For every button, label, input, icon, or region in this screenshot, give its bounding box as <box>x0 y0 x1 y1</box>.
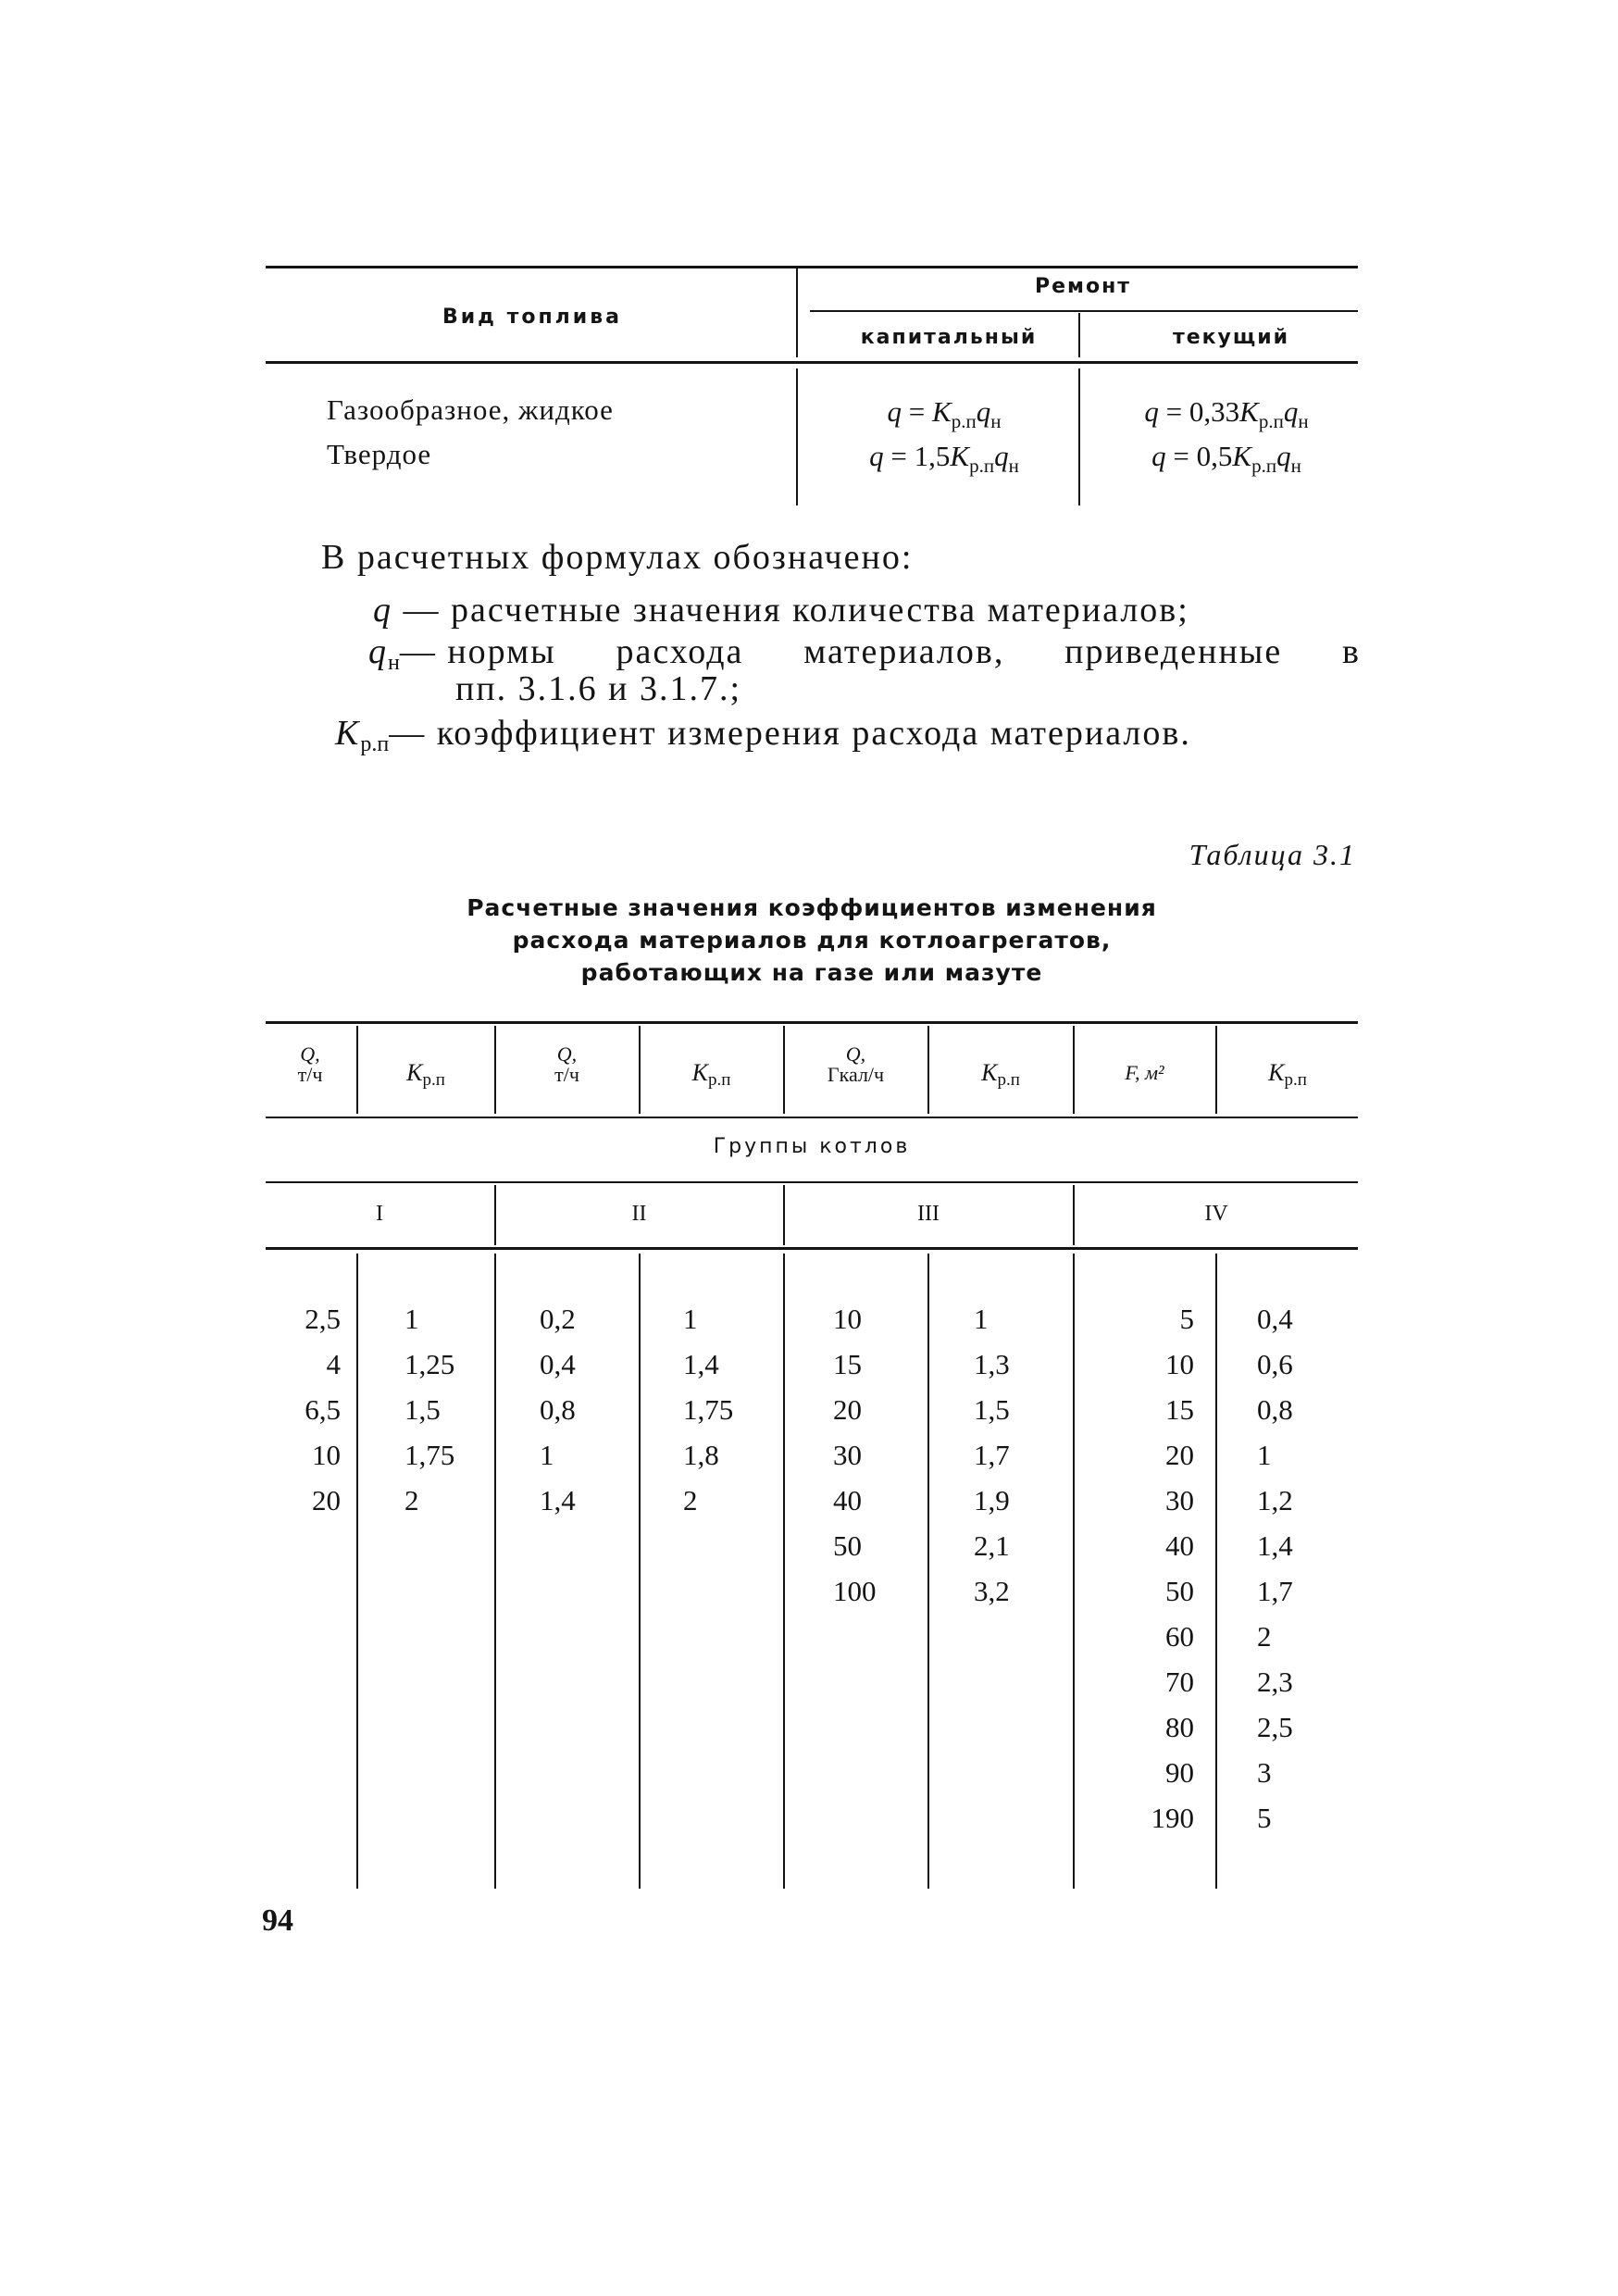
formula-current-liquid: $q = 0,33K_{р.п}q_н$ <box>1144 395 1309 432</box>
table-cell: 2 <box>683 1484 698 1516</box>
table-cell: 10 <box>833 1303 862 1335</box>
definition-q: q — расчетные значения количества материалов; <box>373 591 1189 630</box>
repair-header: Ремонт <box>1034 275 1132 298</box>
table-cell: 80 <box>1165 1711 1194 1743</box>
fuel-row-liquid: Газообразное, жидкое <box>327 393 614 426</box>
table-cell: 5 <box>1179 1303 1194 1335</box>
table1-divider <box>1078 313 1080 357</box>
table-cell: 1 <box>540 1439 554 1471</box>
header-k: $K_{р.п}$ <box>981 1059 1020 1090</box>
table1-header-rule <box>266 361 1358 364</box>
table-cell: 1,75 <box>683 1393 734 1426</box>
header-q-symbol: Q, <box>300 1042 320 1066</box>
table-cell: 2 <box>404 1484 419 1516</box>
table-cell: 1,5 <box>974 1393 1010 1426</box>
table-cell: 40 <box>1165 1529 1194 1562</box>
definition-qn: $q_н—$ нормы расхода материалов, приведенные в <box>368 632 1361 675</box>
table-cell: 190 <box>1151 1802 1194 1834</box>
table-cell: 20 <box>1165 1439 1194 1471</box>
header-k: $K_{р.п}$ <box>1268 1059 1307 1090</box>
table-cell: 10 <box>1165 1348 1194 1380</box>
table-cell: 0,8 <box>1257 1393 1293 1426</box>
table-cell: 10 <box>312 1439 341 1471</box>
header-f-area: F, м² <box>1125 1061 1164 1084</box>
table-cell: 1,2 <box>1257 1484 1293 1516</box>
boiler-groups-label: Группы котлов <box>713 1135 911 1158</box>
table-title-line: расхода материалов для котлоагрегатов, <box>512 927 1112 954</box>
table-cell: 1 <box>683 1303 698 1335</box>
table2-header-rule <box>266 1117 1358 1118</box>
table1-divider <box>1078 368 1080 505</box>
header-q-symbol: Q, <box>556 1042 578 1066</box>
formula-capital-solid: $q = 1,5K_{р.п}q_н$ <box>869 440 1019 477</box>
header-q-symbol: Q, <box>845 1042 866 1066</box>
table2-top-rule <box>266 1021 1358 1024</box>
header-q-th <box>266 1044 355 1085</box>
capital-header: капитальный <box>860 326 1038 349</box>
fuel-row-solid: Твердое <box>327 438 432 470</box>
table-title-line: Расчетные значения коэффициентов изменения <box>467 894 1157 921</box>
header-unit: т/ч <box>554 1063 579 1086</box>
table-cell: 6,5 <box>305 1393 341 1426</box>
table-cell: 3,2 <box>974 1575 1010 1607</box>
group-label: IV <box>1204 1202 1228 1226</box>
table-cell: 2 <box>1257 1620 1272 1653</box>
table2-divider <box>494 1254 496 1889</box>
table-cell: 20 <box>312 1484 341 1516</box>
table-cell: 30 <box>833 1439 862 1471</box>
definition-qn-continued: пп. 3.1.6 и 3.1.7.; <box>455 669 742 708</box>
table-cell: 1,25 <box>404 1348 455 1380</box>
header-k: $K_{р.п}$ <box>691 1059 731 1090</box>
table-cell: 4 <box>326 1348 341 1380</box>
table-cell: 1,7 <box>974 1439 1010 1471</box>
table2-divider <box>927 1254 929 1889</box>
header-unit: Гкал/ч <box>827 1063 885 1086</box>
table-cell: 70 <box>1165 1666 1194 1698</box>
definition-qn-word: в <box>1342 632 1361 671</box>
table-cell: 90 <box>1165 1756 1194 1789</box>
table-cell: 100 <box>833 1575 877 1607</box>
table-cell: 1 <box>974 1303 989 1335</box>
table-cell: 1,9 <box>974 1484 1010 1516</box>
header-unit: т/ч <box>297 1063 323 1086</box>
group-label: I <box>376 1202 383 1226</box>
table-title <box>266 892 1358 989</box>
page-number: 94 <box>262 1903 293 1938</box>
table-cell: 0,4 <box>1257 1303 1293 1335</box>
table-cell: 5 <box>1257 1802 1272 1834</box>
table-cell: 0,4 <box>540 1348 576 1380</box>
table2-divider <box>783 1254 785 1889</box>
header-q-th <box>496 1044 638 1085</box>
table1-divider <box>796 368 798 505</box>
table-cell: 15 <box>1165 1393 1194 1426</box>
table-cell: 50 <box>833 1529 862 1562</box>
table-cell: 60 <box>1165 1620 1194 1653</box>
formula-capital-liquid: $q = K_{р.п}q_н$ <box>887 395 1002 432</box>
group-label: III <box>917 1202 940 1226</box>
table-cell: 40 <box>833 1484 862 1516</box>
table1-top-rule <box>266 266 1358 268</box>
definition-qn-word: — нормы <box>399 632 556 671</box>
table-cell: 0,6 <box>1257 1348 1293 1380</box>
table-label: Таблица 3.1 <box>1189 838 1356 871</box>
header-k: $K_{р.п}$ <box>406 1059 445 1090</box>
definition-k-text: — коэффициент измерения расхода материалов. <box>389 714 1191 753</box>
table2-body-rule <box>266 1247 1358 1250</box>
fuel-type-header: Вид топлива <box>442 306 622 329</box>
table-cell: 1 <box>404 1303 419 1335</box>
table-cell: 1,4 <box>540 1484 576 1516</box>
table-cell: 20 <box>833 1393 862 1426</box>
table-cell: 1,4 <box>683 1348 719 1380</box>
table-cell: 2,1 <box>974 1529 1010 1562</box>
table-cell: 15 <box>833 1348 862 1380</box>
table-cell: 0,8 <box>540 1393 576 1426</box>
group-label: II <box>631 1202 647 1226</box>
table-cell: 2,5 <box>1257 1711 1293 1743</box>
table-cell: 1,3 <box>974 1348 1010 1380</box>
definition-q-text: — расчетные значения количества материалов; <box>403 591 1189 630</box>
current-header: текущий <box>1172 326 1290 349</box>
table2-groups-rule <box>266 1181 1358 1183</box>
table2-divider <box>1215 1254 1217 1889</box>
definitions-intro: В расчетных формулах обозначено: <box>321 538 914 577</box>
table-cell: 1,4 <box>1257 1529 1293 1562</box>
table-cell: 1,7 <box>1257 1575 1293 1607</box>
table-cell: 1 <box>1257 1439 1272 1471</box>
table-cell: 1,5 <box>404 1393 441 1426</box>
table-cell: 50 <box>1165 1575 1194 1607</box>
table2-divider <box>356 1254 358 1889</box>
table-cell: 1,8 <box>683 1439 719 1471</box>
formula-current-solid: $q = 0,5K_{р.п}q_н$ <box>1151 440 1301 477</box>
repair-rule <box>810 310 1358 312</box>
table-cell: 0,2 <box>540 1303 576 1335</box>
table-title-line: работающих на газе или мазуте <box>580 959 1043 986</box>
table-cell: 3 <box>1257 1756 1272 1789</box>
definition-qn-word: материалов, <box>803 632 1005 671</box>
header-q-gcal <box>785 1044 927 1085</box>
table2-divider <box>1073 1254 1075 1889</box>
definition-qn-word: расхода <box>616 632 744 671</box>
table-cell: 30 <box>1165 1484 1194 1516</box>
table2-divider <box>639 1254 641 1889</box>
definition-k: $K_{р.п}—$ коэффициент измерения расхода материалов. <box>335 714 1191 756</box>
table-cell: 2,5 <box>305 1303 341 1335</box>
definition-qn-word: приведенные <box>1064 632 1283 671</box>
table1-divider <box>796 268 798 357</box>
table-cell: 1,75 <box>404 1439 455 1471</box>
table-cell: 2,3 <box>1257 1666 1293 1698</box>
